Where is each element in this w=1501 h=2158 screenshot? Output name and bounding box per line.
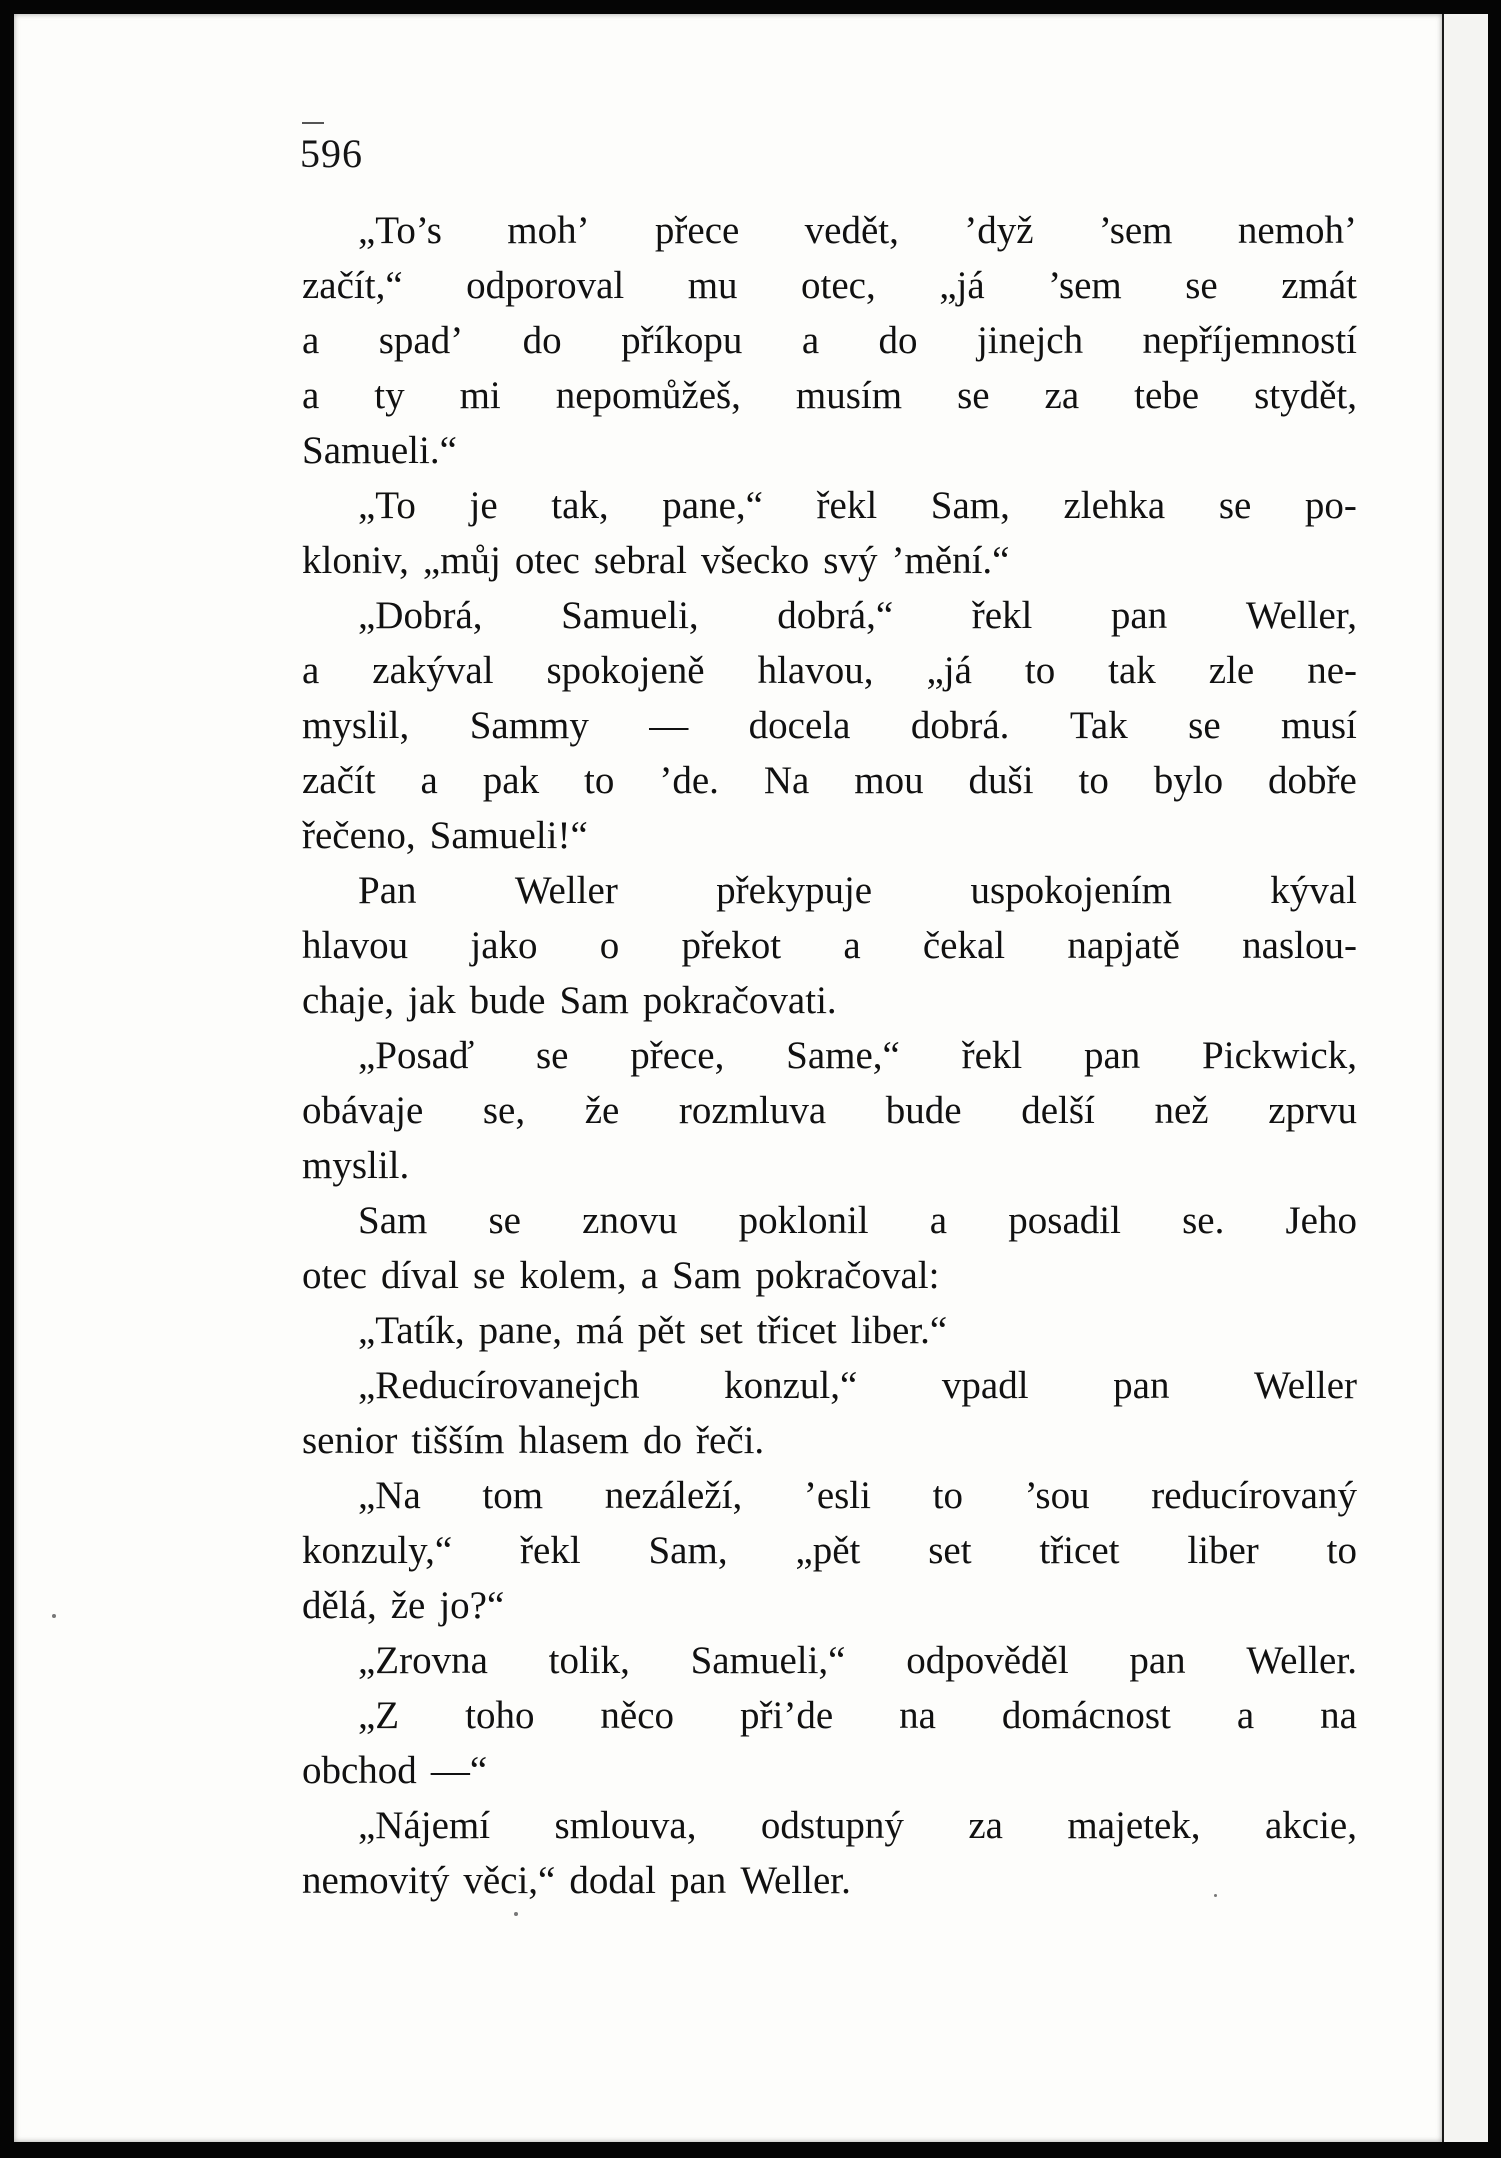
page-number: 596	[300, 131, 363, 176]
word: toho	[465, 1694, 535, 1737]
text-line	[302, 1248, 1357, 1303]
word: chaje,	[302, 979, 395, 1022]
word: „Posaď	[358, 1034, 475, 1077]
word: třicet	[1039, 1529, 1120, 1572]
word: konzuly,“	[302, 1529, 453, 1572]
word: příkopu	[621, 319, 743, 362]
word: a	[801, 319, 820, 362]
word: myslil.	[302, 1144, 410, 1187]
word: docela	[748, 704, 851, 747]
text-line	[302, 1358, 1357, 1413]
word: kloniv,	[302, 539, 409, 582]
word: „Na	[358, 1474, 421, 1517]
word: je	[469, 484, 498, 527]
word: odstupný	[760, 1804, 904, 1847]
word: dodal	[569, 1859, 656, 1902]
word: nezáleží,	[604, 1474, 743, 1517]
word: „Tatík,	[358, 1309, 465, 1352]
word: musím	[795, 374, 903, 417]
word: překypuje	[716, 869, 873, 912]
word: bude	[885, 1089, 962, 1132]
word: řekl	[816, 484, 878, 527]
text-line	[302, 1743, 1357, 1798]
text-line	[302, 203, 1357, 258]
word: pan	[1113, 1364, 1170, 1407]
word: pane,“	[662, 484, 763, 527]
word: řečeno,	[302, 814, 416, 857]
word: nepomůžeš,	[555, 374, 741, 417]
word: domácnost	[1001, 1694, 1171, 1737]
word: začít,“	[302, 264, 403, 307]
word: otec	[302, 1254, 367, 1297]
word: Sam	[559, 979, 629, 1022]
word: pak	[482, 759, 540, 802]
text-line	[302, 368, 1357, 423]
word: ’dyž	[964, 209, 1034, 252]
text-line	[302, 1138, 1357, 1193]
word: a	[929, 1199, 948, 1242]
word: rozmluva	[678, 1089, 827, 1132]
word: „Dobrá,	[358, 594, 483, 637]
word: pokračovati.	[642, 979, 837, 1022]
word: odpověděl	[906, 1639, 1069, 1682]
text-line	[302, 918, 1357, 973]
word: Weller,	[1245, 594, 1357, 637]
word: moh’	[507, 209, 590, 252]
word: na	[1320, 1694, 1357, 1737]
word: to	[1326, 1529, 1357, 1572]
word: Sam,	[648, 1529, 728, 1572]
word: řekl	[961, 1034, 1023, 1077]
word: dobrá,“	[777, 594, 894, 637]
word: zle	[1208, 649, 1255, 692]
word: otec,	[801, 264, 876, 307]
text-line	[302, 1633, 1357, 1688]
word: smlouva,	[554, 1804, 697, 1847]
word: se	[957, 374, 990, 417]
word: řekl	[520, 1529, 581, 1572]
word: se	[1185, 264, 1218, 307]
word: po-	[1304, 484, 1357, 527]
word: a	[302, 374, 320, 417]
word: „můj	[422, 539, 501, 582]
text-line	[302, 753, 1357, 808]
word: naslou-	[1242, 924, 1357, 967]
text-line	[302, 1028, 1357, 1083]
word: pan	[1129, 1639, 1186, 1682]
word: a	[420, 759, 438, 802]
word: něco	[600, 1694, 675, 1737]
word: a	[302, 319, 320, 362]
word: otec	[514, 539, 580, 582]
word: stydět,	[1254, 374, 1357, 417]
word: při’de	[740, 1694, 834, 1737]
word: za	[968, 1804, 1003, 1847]
text-line	[302, 1193, 1357, 1248]
text-line	[302, 588, 1357, 643]
word: tak,	[551, 484, 609, 527]
word: Jeho	[1285, 1199, 1357, 1242]
word: „pět	[795, 1529, 861, 1572]
word: odporoval	[466, 264, 625, 307]
word: znovu	[582, 1199, 678, 1242]
word: sebral	[593, 539, 687, 582]
word: Weller	[514, 869, 618, 912]
word: do	[878, 319, 918, 362]
word: Weller	[1254, 1364, 1357, 1407]
word: třicet	[756, 1309, 837, 1352]
text-line	[302, 1523, 1357, 1578]
word: spad’	[378, 319, 464, 362]
word: se.	[1182, 1199, 1225, 1242]
word: pokračoval:	[755, 1254, 940, 1297]
scan-speck	[52, 1614, 56, 1618]
word: konzul,“	[724, 1364, 858, 1407]
text-line	[302, 863, 1357, 918]
word: kýval	[1270, 869, 1357, 912]
word: Samueli,“	[690, 1639, 846, 1682]
word: hlavou	[302, 924, 409, 967]
word: tebe	[1134, 374, 1200, 417]
word: napjatě	[1067, 924, 1180, 967]
text-line	[302, 698, 1357, 753]
text-line	[302, 423, 1357, 478]
text-line	[302, 1798, 1357, 1853]
word: obávaje	[302, 1089, 424, 1132]
word: „já	[926, 649, 972, 692]
text-line	[302, 1083, 1357, 1138]
word: vedět,	[804, 209, 899, 252]
word: nepříjemností	[1142, 319, 1357, 362]
word: mou	[854, 759, 924, 802]
text-line	[302, 313, 1357, 368]
word: reducírovaný	[1151, 1474, 1357, 1517]
word: kolem,	[519, 1254, 627, 1297]
word: duši	[968, 759, 1034, 802]
text-line	[302, 973, 1357, 1028]
word: Sam,	[930, 484, 1010, 527]
word: jinejch	[976, 319, 1084, 362]
word: že	[390, 1584, 426, 1627]
word: o	[599, 924, 620, 967]
word: Weller.	[1246, 1639, 1357, 1682]
word: čekal	[922, 924, 1006, 967]
word: do	[642, 1419, 682, 1462]
word: se	[488, 1199, 521, 1242]
word: —	[649, 704, 689, 747]
word: majetek,	[1067, 1804, 1201, 1847]
word: než	[1154, 1089, 1209, 1132]
word: zprvu	[1268, 1089, 1357, 1132]
page-text	[302, 203, 1357, 1908]
word: obchod	[302, 1749, 417, 1792]
word: díval	[380, 1254, 459, 1297]
text-line	[302, 533, 1357, 588]
word: „Zrovna	[358, 1639, 488, 1682]
word: Sam	[358, 1199, 428, 1242]
word: ’sou	[1024, 1474, 1090, 1517]
word: pane,	[478, 1309, 563, 1352]
word: tom	[482, 1474, 544, 1517]
word: Weller.	[740, 1859, 851, 1902]
word: na	[899, 1694, 936, 1737]
word: dobrá.	[910, 704, 1010, 747]
word: ’mění.“	[891, 539, 1010, 582]
word: se	[1188, 704, 1221, 747]
text-line	[302, 643, 1357, 698]
word: zlehka	[1063, 484, 1166, 527]
word: ’esli	[803, 1474, 871, 1517]
word: pět	[637, 1309, 686, 1352]
word: —“	[430, 1749, 488, 1792]
word: „Nájemí	[358, 1804, 491, 1847]
word: senior	[302, 1419, 398, 1462]
page-edge-strip	[1442, 14, 1488, 2142]
word: delší	[1021, 1089, 1095, 1132]
word: jo?“	[439, 1584, 505, 1627]
word: a	[640, 1254, 658, 1297]
word: dělá,	[302, 1584, 377, 1627]
word: jak	[408, 979, 456, 1022]
word: to	[932, 1474, 963, 1517]
word: tolik,	[548, 1639, 630, 1682]
text-line	[302, 478, 1357, 533]
word: „já	[939, 264, 985, 307]
word: to	[1024, 649, 1056, 692]
word: ’sem	[1098, 209, 1173, 252]
word: hlavou,	[757, 649, 874, 692]
word: Samueli!“	[429, 814, 588, 857]
word: set	[928, 1529, 972, 1572]
word: myslil,	[302, 704, 410, 747]
word: a	[1236, 1694, 1255, 1737]
word: „Z	[358, 1694, 400, 1737]
word: ’sem	[1048, 264, 1122, 307]
text-line	[302, 1578, 1357, 1633]
text-line	[302, 808, 1357, 863]
word: vpadl	[941, 1364, 1029, 1407]
word: „To	[358, 484, 416, 527]
word: zmát	[1281, 264, 1357, 307]
word: pan	[670, 1859, 727, 1902]
word: Tak	[1069, 704, 1128, 747]
text-line	[302, 1303, 1357, 1358]
word: bylo	[1153, 759, 1224, 802]
word: akcie,	[1264, 1804, 1357, 1847]
word: mi	[459, 374, 501, 417]
word: Pickwick,	[1202, 1034, 1357, 1077]
word: řeči.	[695, 1419, 765, 1462]
word: liber.“	[850, 1309, 948, 1352]
word: se,	[482, 1089, 526, 1132]
word: ty	[374, 374, 405, 417]
word: nemoh’	[1237, 209, 1357, 252]
word: věci,“	[463, 1859, 556, 1902]
word: uspokojením	[970, 869, 1172, 912]
word: dobře	[1268, 759, 1357, 802]
word: mu	[687, 264, 738, 307]
word: spokojeně	[546, 649, 705, 692]
word: hlasem	[518, 1419, 629, 1462]
word: pan	[1110, 594, 1168, 637]
word: a	[302, 649, 320, 692]
word: a	[843, 924, 861, 967]
word: musí	[1281, 704, 1357, 747]
scan-speck	[514, 1912, 518, 1916]
word: ne-	[1307, 649, 1357, 692]
word: přece,	[630, 1034, 725, 1077]
word: bude	[469, 979, 546, 1022]
word: přece	[654, 209, 740, 252]
word: řekl	[971, 594, 1033, 637]
word: Samueli.“	[302, 429, 457, 472]
word: Sammy	[469, 704, 589, 747]
word: za	[1044, 374, 1080, 417]
word: ’de.	[659, 759, 719, 802]
word: do	[522, 319, 562, 362]
word: „Reducírovanejch	[358, 1364, 640, 1407]
word: Pan	[358, 869, 417, 912]
word: liber	[1187, 1529, 1259, 1572]
word: zakýval	[372, 649, 494, 692]
word: „To’s	[358, 209, 442, 252]
word: Na	[763, 759, 810, 802]
word: se	[1218, 484, 1252, 527]
word: tak	[1108, 649, 1156, 692]
word: pan	[1083, 1034, 1141, 1077]
word: to	[584, 759, 615, 802]
word: Sam	[672, 1254, 742, 1297]
word: že	[584, 1089, 620, 1132]
word: posadil	[1008, 1199, 1121, 1242]
word: se	[535, 1034, 569, 1077]
text-line	[302, 258, 1357, 313]
word: má	[576, 1309, 624, 1352]
word: všecko	[700, 539, 810, 582]
word: překot	[681, 924, 782, 967]
word: to	[1078, 759, 1109, 802]
word: Samueli,	[561, 594, 699, 637]
text-line	[302, 1688, 1357, 1743]
word: poklonil	[738, 1199, 869, 1242]
word: set	[699, 1309, 743, 1352]
word: nemovitý	[302, 1859, 450, 1902]
word: začít	[302, 759, 376, 802]
text-line	[302, 1468, 1357, 1523]
word: Same,“	[786, 1034, 900, 1077]
word: jako	[470, 924, 538, 967]
word: svý	[823, 539, 878, 582]
word: se	[472, 1254, 506, 1297]
word: tišším	[411, 1419, 505, 1462]
text-line	[302, 1413, 1357, 1468]
text-line	[302, 1853, 1357, 1908]
